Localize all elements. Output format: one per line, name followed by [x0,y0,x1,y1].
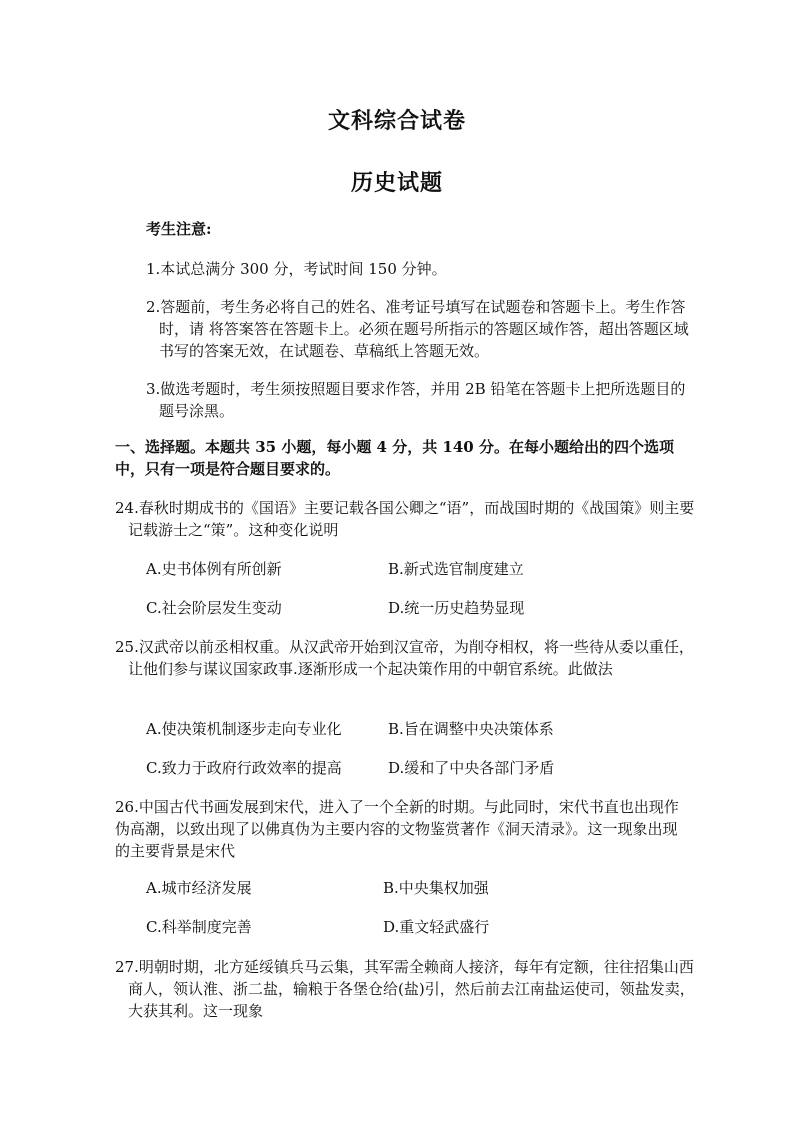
notice-item-3: 3.做选考题时，考生须按照题目要求作答，并用 2B 铅笔在答题卡上把所选题目的题号涂黑。 [146,380,686,420]
question-25-option-d: D.缓和了中央各部门矛盾 [388,759,555,777]
question-26-option-a: A.城市经济发展 [146,879,252,897]
question-25-stem: 25.汉武帝以前丞相权重。从汉武帝开始到汉宣帝，为削夺相权，将一些待从委以重任，让他们参与谋议国家政事.逐渐形成一个起决策作用的中朝官系统。此做法 [115,638,694,678]
section-heading: 一、选择题。本题共 35 小题，每小题 4 分，共 140 分。在每小题给出的四个选项中，只有一项是符合题目要求的。 [115,438,674,478]
notice-item-2: 2.答题前，考生务必将自己的姓名、准考证号填写在试题卷和答题卡上。考生作答时，请 将答案答在答题卡上。必须在题号所指示的答题区域作答，超出答题区域书写的答案无效，在试题卷、草稿纸上答题无效。 [146,298,689,360]
question-24-stem: 24.春秋时期成书的《国语》主要记载各国公卿之“语”，而战国时期的《战国策》则主要记载游士之“策”。这种变化说明 [115,499,695,539]
subject-title: 历史试题 [350,170,443,196]
notice-item-1: 1.本试总满分 300 分，考试时间 150 分钟。 [146,260,447,278]
question-24-option-c: C.社会阶层发生变动 [146,599,282,617]
question-27-stem: 27.明朝时期，北方延绥镇兵马云集，其军需全赖商人接济，每年有定额，往往招集山西商人，领认淮、浙二盐，输粮于各堡仓给(盐)引，然后前去江南盐运使司，领盐发卖，大获其利。这一现象 [115,958,695,1020]
question-25-option-b: B.旨在调整中央决策体系 [388,720,554,738]
question-25-option-c: C.致力于政府行政效率的提高 [146,759,342,777]
question-24-option-b: B.新式选官制度建立 [388,560,524,578]
question-26-stem: 26.中国古代书画发展到宋代，进入了一个全新的时期。与此同时，宋代书直也出现作伪高潮，以致出现了以佛真伪为主要内容的文物鉴赏著作《洞天清录》。这一现象出现的主要背景是宋代 [115,798,679,860]
question-26-option-d: D.重文轻武盛行 [383,918,490,936]
question-25-option-a: A.使决策机制逐步走向专业化 [146,720,342,738]
question-26-option-c: C.科举制度完善 [146,918,252,936]
question-24-option-d: D.统一历史趋势显现 [388,599,525,617]
question-26-option-b: B.中央集权加强 [383,879,489,897]
question-24-option-a: A.史书体例有所创新 [146,560,282,578]
notice-heading: 考生注意: [146,220,212,238]
exam-title: 文科综合试卷 [327,108,466,134]
